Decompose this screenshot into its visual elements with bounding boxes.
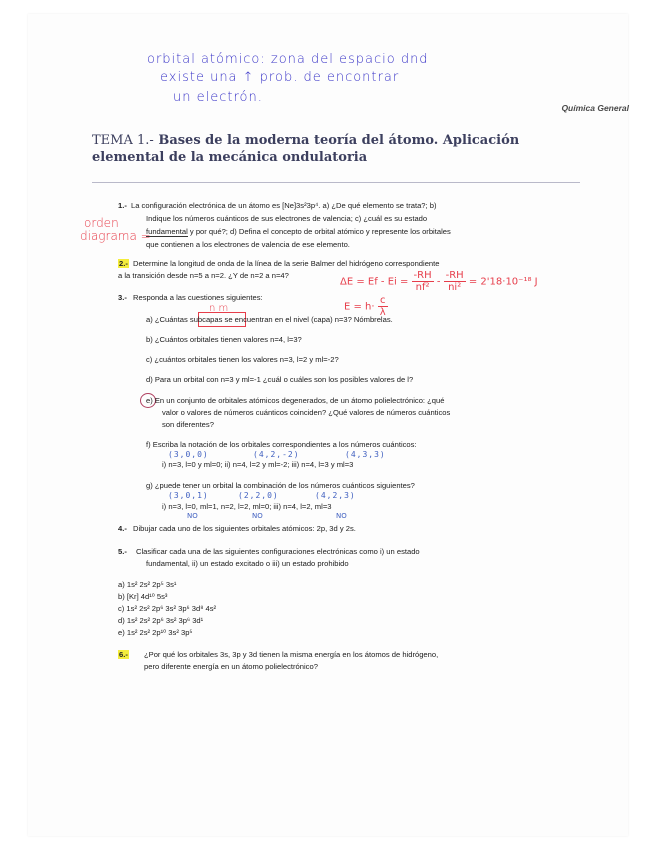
q2-line1: Determine la longitud de onda de la línea de la serie Balmer del hidrógeno correspondiente: [133, 259, 440, 268]
q3b-text: b) ¿Cuántos orbitales tienen valores n=4, l=3?: [146, 335, 302, 344]
eq-fraction-2: $\frac{-RH}{\text{ni²}}$: [445, 270, 464, 293]
q3-intro: Responda a las cuestiones siguientes:: [133, 293, 263, 302]
q5-option-c: c) 1s² 2s² 2p⁶ 3s² 3p⁶ 3d⁸ 4s²: [118, 604, 217, 613]
q2-number: 2.-: [119, 259, 128, 268]
handwritten-note-line1: orbital atómico: zona del espacio dnd: [147, 52, 429, 67]
course-header: Química General: [561, 103, 629, 113]
eq2-lhs: E = h·: [344, 301, 375, 313]
q3f-note1: (3,0,0): [168, 450, 209, 459]
q3f-items: i) n=3, l=0 y ml=0; ii) n=4, l=2 y ml=-2; iii) n=4, l=3 y ml=3: [162, 460, 354, 469]
title-text: Bases de la moderna teoría del átomo. Aplicación elemental de la mecánica ondulatoria: [92, 133, 520, 165]
eq-lhs: ΔE = Ef - Ei =: [340, 276, 409, 288]
q4-number: 4.-: [118, 524, 127, 533]
title-tema: TEMA 1.-: [92, 133, 154, 148]
q6-line1: ¿Por qué los orbitales 3s, 3p y 3d tienen la misma energía en los átomos de hidrógeno,: [144, 650, 439, 659]
q4-text: Dibujar cada uno de los siguientes orbitales atómicos: 2p, 3d y 2s.: [133, 524, 356, 533]
q3f-note3: (4,3,3): [345, 450, 386, 459]
q1-line3-rest: y por qué?; d) Defina el concepto de orbital atómico y represente los orbitales: [187, 227, 451, 236]
q3a-mark: n m: [209, 303, 229, 314]
q3c-text: c) ¿cuántos orbitales tienen los valores n=3, l=2 y ml=-2?: [146, 355, 339, 364]
q3g-note2: (2,2,0): [238, 491, 279, 500]
q2-line2: a la transición desde n=5 a n=2. ¿Y de n=2 a n=4?: [118, 271, 289, 280]
q3d-text: d) Para un orbital con n=3 y ml=-1 ¿cuál o cuáles son los posibles valores de l?: [146, 375, 414, 384]
q3e-line1: e) En un conjunto de orbitales atómicos degenerados, de un átomo polielectrónico: ¿qué: [146, 396, 445, 405]
q6-line2: pero diferente energía en un átomo polielectrónico?: [144, 662, 318, 671]
margin-note-line1: orden: [84, 216, 119, 230]
handwritten-note-line2: existe una ↑ prob. de encontrar: [160, 70, 400, 85]
q3g-items: i) n=3, l=0, ml=1, n=2, l=2, ml=0; iii) n=4, l=2, ml=3: [162, 502, 332, 511]
q5-option-b: b) [Kr] 4d¹⁰ 5s³: [118, 592, 168, 601]
q5-option-e: e) 1s² 2s² 2p¹⁰ 3s² 3p⁵: [118, 628, 193, 637]
eq2-fraction: $\frac{c}{\lambda}$: [379, 295, 386, 318]
q3g-note3: (4,2,3): [315, 491, 356, 500]
eq-rhs: = 2'18·10⁻¹⁸ J: [468, 276, 538, 288]
q3g-note1: (3,0,1): [168, 491, 209, 500]
energy-equation: [340, 270, 538, 293]
q3e-line2: valor o valores de números cuánticos coinciden? ¿Qué valores de números cuánticos: [162, 408, 451, 417]
page-title: [92, 132, 582, 166]
q1-line1: La configuración electrónica de un átomo es [Ne]3s²3p⁴. a) ¿De qué elemento se trata?; b): [131, 201, 437, 210]
margin-note-line2: diagrama =: [80, 229, 151, 243]
eq-minus: -: [436, 276, 441, 288]
q1-number: 1.-: [118, 201, 127, 210]
eq-fraction-1: $\frac{-RH}{\text{nf²}}$: [413, 270, 432, 293]
q1-line4: que contienen a los electrones de valencia de ese elemento.: [146, 240, 350, 249]
q3g-no2: NO: [252, 512, 263, 520]
q5-number: 5.-: [118, 547, 127, 556]
handwritten-note-line3: un electrón.: [173, 90, 263, 105]
q5-option-a: a) 1s² 2s² 2p⁵ 3s¹: [118, 580, 177, 589]
q1-line2: Indique los números cuánticos de sus electrones de valencia; c) ¿cuál es su estado: [146, 214, 428, 223]
q3e-line3: son diferentes?: [162, 420, 214, 429]
q5-line2: fundamental, ii) un estado excitado o iii) un estado prohibido: [146, 559, 349, 568]
q3g-no3: NO: [336, 512, 347, 520]
q1-line3: [146, 227, 451, 238]
q3a-text: a) ¿Cuántas subcapas se encuentran en el nivel (capa) n=3? Nómbrelas.: [146, 315, 393, 324]
q6-number: 6.-: [119, 650, 128, 659]
q3f-note2: (4,2,-2): [253, 450, 300, 459]
q5-line1: Clasificar cada una de las siguientes configuraciones electrónicas como i) un estado: [136, 547, 420, 556]
title-divider: [92, 182, 580, 183]
q5-option-d: d) 1s² 2s² 2p⁶ 3s² 3p⁶ 3d¹: [118, 616, 204, 625]
q1-underlined-fundamental: fundamental: [146, 227, 188, 236]
q3g-text: g) ¿puede tener un orbital la combinación de los números cuánticos siguientes?: [146, 481, 415, 490]
q3g-no1: NO: [187, 512, 198, 520]
q3-number: 3.-: [118, 293, 127, 302]
q3f-text: f) Escriba la notación de los orbitales correspondientes a los números cuánticos:: [146, 440, 417, 449]
